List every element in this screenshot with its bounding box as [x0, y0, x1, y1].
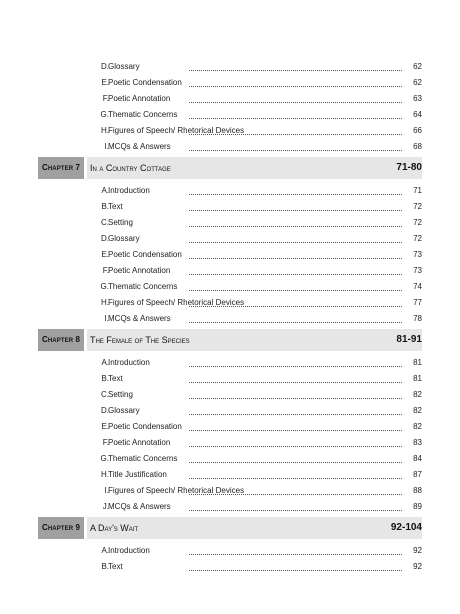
dot-leader: [189, 133, 402, 135]
entry-title: Poetic Condensation: [108, 78, 182, 87]
entry-title: MCQs & Answers: [108, 502, 171, 511]
entry-page-number: 82: [413, 406, 422, 415]
entry-letter: J.: [102, 502, 109, 511]
entry-letter: D.: [101, 62, 109, 71]
entry-title: Text: [108, 202, 123, 211]
entry-title: Thematic Concerns: [108, 454, 178, 463]
toc-entry[interactable]: [0, 311, 460, 327]
dot-leader: [189, 397, 402, 399]
dot-leader: [189, 69, 402, 71]
entry-page-number: 74: [413, 282, 422, 291]
entry-letter: I.: [104, 486, 109, 495]
entry-letter: G.: [100, 282, 109, 291]
entry-title: Figures of Speech/ Rhetorical Devices: [108, 486, 245, 495]
dot-leader: [189, 477, 402, 479]
toc-entry[interactable]: [0, 355, 460, 371]
entry-page-number: 88: [413, 486, 422, 495]
entry-page-number: 89: [413, 502, 422, 511]
entry-title: Glossary: [108, 234, 140, 243]
entry-title: Poetic Annotation: [108, 94, 171, 103]
entry-letter: E.: [101, 78, 109, 87]
dot-leader: [189, 305, 402, 307]
chapter-number-badge: Chapter 7: [38, 157, 84, 179]
dot-leader: [189, 193, 402, 195]
entry-letter: A.: [101, 186, 109, 195]
toc-entry[interactable]: [0, 499, 460, 515]
dot-leader: [189, 569, 402, 571]
entry-page-number: 87: [413, 470, 422, 479]
dot-leader: [189, 509, 402, 511]
entry-letter: C.: [101, 390, 109, 399]
toc-entry[interactable]: [0, 467, 460, 483]
chapter-title: A Day's Wait: [90, 523, 139, 533]
chapter-page-range: 81-91: [396, 334, 422, 345]
entry-letter: F.: [102, 94, 109, 103]
entry-page-number: 62: [413, 62, 422, 71]
entry-letter: B.: [101, 202, 109, 211]
entry-letter: E.: [101, 250, 109, 259]
entry-letter: H.: [101, 126, 109, 135]
entry-page-number: 63: [413, 94, 422, 103]
entry-page-number: 92: [413, 546, 422, 555]
dot-leader: [189, 225, 402, 227]
dot-leader: [189, 117, 402, 119]
dot-leader: [189, 493, 402, 495]
dot-leader: [189, 273, 402, 275]
entry-letter: D.: [101, 234, 109, 243]
toc-entry[interactable]: [0, 543, 460, 559]
entry-title: Setting: [108, 218, 133, 227]
entry-page-number: 68: [413, 142, 422, 151]
toc-entry[interactable]: [0, 295, 460, 311]
toc-entry[interactable]: [0, 91, 460, 107]
entry-page-number: 78: [413, 314, 422, 323]
chapter-header[interactable]: [0, 329, 460, 351]
entry-page-number: 72: [413, 202, 422, 211]
entry-page-number: 62: [413, 78, 422, 87]
entry-title: Figures of Speech/ Rhetorical Devices: [108, 298, 245, 307]
chapter-page-range: 92-104: [390, 522, 422, 533]
entry-letter: F.: [102, 438, 109, 447]
toc-entry[interactable]: [0, 123, 460, 139]
entry-title: Poetic Condensation: [108, 422, 182, 431]
entry-title: Thematic Concerns: [108, 282, 178, 291]
toc-entry[interactable]: [0, 59, 460, 75]
entry-title: Glossary: [108, 62, 140, 71]
entry-letter: G.: [100, 110, 109, 119]
toc-entry[interactable]: [0, 483, 460, 499]
chapter-number-badge: Chapter 9: [38, 517, 84, 539]
dot-leader: [189, 461, 402, 463]
toc-entry[interactable]: [0, 75, 460, 91]
entry-letter: H.: [101, 298, 109, 307]
entry-title: Introduction: [108, 358, 150, 367]
dot-leader: [189, 149, 402, 151]
entry-page-number: 82: [413, 422, 422, 431]
toc-entry[interactable]: [0, 419, 460, 435]
entry-letter: E.: [101, 422, 109, 431]
entry-page-number: 72: [413, 234, 422, 243]
entry-letter: B.: [101, 562, 109, 571]
dot-leader: [189, 101, 402, 103]
entry-title: MCQs & Answers: [108, 142, 171, 151]
entry-title: Poetic Annotation: [108, 266, 171, 275]
dot-leader: [189, 85, 402, 87]
toc-entry[interactable]: [0, 139, 460, 155]
entry-title: Text: [108, 562, 123, 571]
entry-title: Poetic Annotation: [108, 438, 171, 447]
dot-leader: [189, 365, 402, 367]
entry-title: Glossary: [108, 406, 140, 415]
entry-letter: I.: [104, 142, 109, 151]
toc-entry[interactable]: [0, 371, 460, 387]
dot-leader: [189, 289, 402, 291]
entry-page-number: 83: [413, 438, 422, 447]
entry-title: Setting: [108, 390, 133, 399]
entry-letter: C.: [101, 218, 109, 227]
entry-title: Thematic Concerns: [108, 110, 178, 119]
chapter-number-badge: Chapter 8: [38, 329, 84, 351]
entry-page-number: 82: [413, 390, 422, 399]
entry-title: Text: [108, 374, 123, 383]
entry-letter: B.: [101, 374, 109, 383]
toc-entry[interactable]: [0, 451, 460, 467]
dot-leader: [189, 445, 402, 447]
entry-page-number: 77: [413, 298, 422, 307]
dot-leader: [189, 241, 402, 243]
chapter-page-range: 71-80: [396, 162, 422, 173]
dot-leader: [189, 321, 402, 323]
entry-letter: I.: [104, 314, 109, 323]
entry-page-number: 66: [413, 126, 422, 135]
dot-leader: [189, 209, 402, 211]
toc-entry[interactable]: [0, 183, 460, 199]
entry-title: MCQs & Answers: [108, 314, 171, 323]
entry-letter: G.: [100, 454, 109, 463]
entry-title: Title Justification: [108, 470, 167, 479]
entry-title: Poetic Condensation: [108, 250, 182, 259]
chapter-title: In a Country Cottage: [90, 163, 171, 173]
entry-page-number: 84: [413, 454, 422, 463]
dot-leader: [189, 381, 402, 383]
entry-letter: F.: [102, 266, 109, 275]
entry-page-number: 71: [413, 186, 422, 195]
entry-page-number: 81: [413, 358, 422, 367]
entry-letter: H.: [101, 470, 109, 479]
entry-letter: A.: [101, 546, 109, 555]
toc-entry[interactable]: [0, 403, 460, 419]
toc-entry[interactable]: [0, 199, 460, 215]
entry-page-number: 92: [413, 562, 422, 571]
toc-entry[interactable]: [0, 231, 460, 247]
toc-entry[interactable]: [0, 247, 460, 263]
entry-page-number: 73: [413, 250, 422, 259]
entry-title: Introduction: [108, 186, 150, 195]
entry-page-number: 64: [413, 110, 422, 119]
entry-title: Figures of Speech/ Rhetorical Devices: [108, 126, 245, 135]
dot-leader: [189, 257, 402, 259]
entry-page-number: 72: [413, 218, 422, 227]
entry-letter: D.: [101, 406, 109, 415]
toc-entry[interactable]: [0, 215, 460, 231]
dot-leader: [189, 553, 402, 555]
toc-entry[interactable]: [0, 263, 460, 279]
entry-title: Introduction: [108, 546, 150, 555]
toc-entry[interactable]: [0, 279, 460, 295]
entry-page-number: 81: [413, 374, 422, 383]
toc-entry[interactable]: [0, 107, 460, 123]
chapter-header[interactable]: [0, 157, 460, 179]
entry-page-number: 73: [413, 266, 422, 275]
dot-leader: [189, 429, 402, 431]
toc-entry[interactable]: [0, 559, 460, 575]
dot-leader: [189, 413, 402, 415]
chapter-title: The Female of The Species: [90, 335, 190, 345]
entry-letter: A.: [101, 358, 109, 367]
toc-entry[interactable]: [0, 387, 460, 403]
chapter-header[interactable]: [0, 517, 460, 539]
toc-entry[interactable]: [0, 435, 460, 451]
